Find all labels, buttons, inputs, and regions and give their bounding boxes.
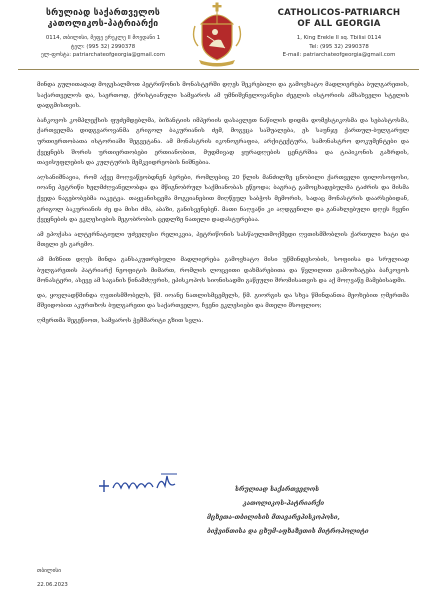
letterhead-email-english: E-mail: patriarchateofgeorgia@gmail.com bbox=[282, 52, 396, 58]
body-closing-line: ღმერთმა შეგეწიოთ, სამყაროს ჭეშმარიტი გზით სვლა. bbox=[37, 317, 204, 324]
signature-title-line4: ბიჭვინთისა და ცხუმ-აფხაზეთის მიტროპოლიტი bbox=[207, 528, 369, 535]
letterhead-left bbox=[18, 8, 188, 60]
letterhead-phone-georgian: ტელ: (995 32) 2990378 bbox=[70, 43, 136, 50]
body-paragraph-3: აღსანიშნავია, რომ აქვე მოღვაწეობდნენ ბერები, რომლებიც 20 წლის მანძილზე ცნობილი ქართველი ფილოსოფოსი, იოანე პეტრიწი ხელმძღვანელობდა და მწიგნობრულ საქმიანობას ეწეოდა; ბაგრატ გამოცხადებულმა ტაძრის და მისმა ქვედა ნაგებობებმა იაკეტვა. თაყვანისცემა მოგვიანებით მიღწეულ საბჭოს მემორის, სადაც მონასტრის დაარსებიდან, გრიგოლ ბაკურიანის ძე და მისი ძმა, აბაზი, განისვენებენ. მათი ნაღვაწი კი აღდგენილი და განახლებული დღეს ჩვენი ქვეყნების და ეკლესიების მეგობრობის ცედლზე ნათელი დადასტურებაა. bbox=[37, 174, 409, 224]
signature-title-line2: კათოლიკოს-პატრიარქი bbox=[243, 500, 325, 507]
letter-date: 22.06.2023 bbox=[37, 582, 68, 588]
body-paragraph-6: და, ყოვლადწმინდა ღვთისმშობელს, წმ. იოანე ნათლისმცემელს, წმ. გიორგის და სხვა წმინდანთა მეოხებით ღმერთმა მშვიდობით აკურთხოს ბულგარეთი და საქართველო, ჩვენი ეკლესიები და მთელი მსოფლიო; bbox=[37, 292, 409, 310]
letterhead-email-georgian: ელ-ფოსტა: patriarchateofgeorgia@gmail.com bbox=[41, 52, 165, 58]
letterhead-phone-english: Tel: (995 32) 2990378 bbox=[309, 43, 369, 50]
letterhead-title-english-line2: OF ALL GEORGIA bbox=[297, 19, 381, 29]
handwritten-signature bbox=[95, 470, 181, 496]
letter-place: თბილისი bbox=[37, 568, 62, 574]
signature-titles bbox=[207, 483, 397, 539]
letterhead-address-georgian: 0114, თბილისი, მეფე ერეკლე II მოედანი 1 bbox=[45, 35, 161, 41]
letter-body bbox=[37, 80, 409, 326]
letterhead-title-georgian-line2: კათოლიკოს-პატრიარქი bbox=[47, 19, 159, 29]
letterhead-address-english: 1, King Erekle II sq. Tbilisi 0114 bbox=[296, 35, 382, 41]
body-paragraph-5: ამ მიზნით დღეს მინდა განსაკუთრებული მადლიერება გამოვხატო მისი უწმინდესობის, სოფიისა და სრულიად ბულგარეთის პატრიარქ ნეოფიტის მიმართ, რომლის ლოცვითი დახმარებითა და წვლილით გამოიხატება ბაჩკოვოს მონასტერი, ასევე ამ საგანის წინამძღვრის, ეპისკოპოს სიონისადმი გაწეული შრომისათვის და აქ მოღვაწე მამებისადმი. bbox=[37, 256, 409, 285]
patriarchate-crest-emblem bbox=[189, 2, 245, 68]
body-paragraph-2: ბაჩკოვოს კომპლექსის ფუძემდებლმა, ბიზანტიის იმპერიის დასავლეთ ნაწილის დიდმა დომესტიკოსმა და სებასტოსმა, ქართველმა დიდგვაროვანმა გრიგოლ ბაკურიანის ძემ, მოგვცა საშუალება, ეს საუნჯე ქართულ-ბულგარულ ურთიერთობათა ისტორიაში შეგვეტანა. ამ მონასტრის იკონოგრაფია, არქიტექტურა, სამონასტრო დოკუმენტები და ქვეყნებს შორის ურთიერთობები ერთიანობით, მუდმივად ყურადღების ცენტრშია და ტიპიკონის გაზრდის, თავისუფლების და კულტურის მემკვიდრეობის ნიშნებია. bbox=[37, 117, 409, 167]
signature-title-line1: სრულიად საქართველოს bbox=[235, 486, 320, 493]
body-paragraph-1: მინდა გულითადად მოგესალმოთ პეტრიწონის მონასტერში დღეს შეკრებილი და გამოვხატო მადლიერება ბულგარეთის, საქართველოს და, საერთოდ, ქრისტიანული სამყაროს ამ უმნიშვნელოვანესი ძეგლის ისტორიის ამსახველი სტელის დადგმისთვის. bbox=[37, 82, 409, 110]
letterhead-title-english-line1: CATHOLICOS-PATRIARCH bbox=[277, 8, 401, 18]
body-paragraph-4: ამ ეპოქასა ალტერნატიული უძველესი რელიკვია, პეტრიწონის სასწაულთმოქმედი ღვთისმშობლის ქართული ხატი და მთელი ეს გარემო. bbox=[37, 231, 409, 249]
letterhead-right bbox=[259, 8, 419, 60]
signature-title-line3: მცხეთა-თბილისის მთავარეპისკოპოსი, bbox=[207, 514, 340, 521]
letterhead-divider bbox=[18, 69, 419, 70]
letterhead-title-georgian-line1: სრულიად საქართველოს bbox=[46, 8, 160, 18]
